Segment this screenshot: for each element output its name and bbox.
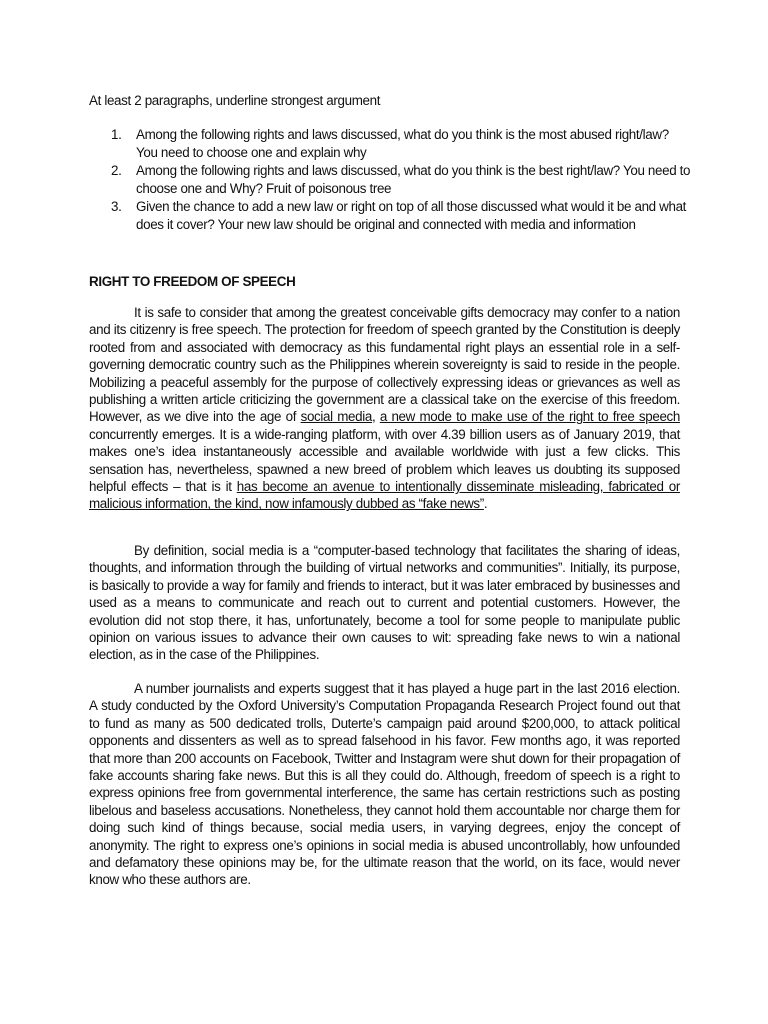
- question-number: 3.: [111, 199, 122, 214]
- question-item: [111, 126, 691, 162]
- underlined-new-mode: a new mode to make use of the right to free speech: [379, 409, 680, 425]
- paragraph-1: [89, 304, 680, 513]
- paragraph-1-text-b: ,: [371, 409, 380, 425]
- instructions-line: At least 2 paragraphs, underline strongest argument: [89, 93, 381, 108]
- question-item: [111, 162, 691, 198]
- underlined-social-media: social media: [300, 409, 372, 425]
- question-number: 2.: [111, 163, 122, 178]
- question-item: [111, 198, 691, 234]
- paragraph-3: A number journalists and experts suggest that it has played a huge part in the last 2016 election. A study conducted by the Oxford University’s Computation Propaganda Research Project found out that to fund as many as 500 dedicated trolls, Duterte’s campaign paid around $200,000, to attack political opponents and dissenters as well as to spread falsehood in his favor. Few months ago, it was reported that more than 200 accounts on Facebook, Twitter and Instagram were shut down for their propagation of fake accounts sharing fake news. But this is all they could do. Although, freedom of speech is a right to express opinions free from governmental interference, the same has certain restrictions such as posting libelous and baseless accusations. Nonetheless, they cannot hold them accountable nor charge them for doing such kind of things because, social media users, in varying degrees, enjoy the concept of anonymity. The right to express one’s opinions in social media is abused uncontrollably, how unfounded and defamatory these opinions may be, for the ultimate reason that the world, on its face, would never know who these authors are.: [89, 681, 680, 888]
- section-title: RIGHT TO FREEDOM OF SPEECH: [89, 274, 296, 289]
- paragraph-1-text-c: concurrently emerges. It is a wide-ranging platform, with over 4.39 billion users as of January 2019, that makes one’s idea instantaneously accessible and available worldwide with just a few clicks. This sensation has, nevertheless, spawned a new breed of problem which leaves us doubting its supposed helpful effects – that is it: [89, 426, 680, 495]
- underlined-strongest-argument: has become an avenue to intentionally disseminate misleading, fabricated or malicious information, the kind, now infamously dubbed as “fake news”: [89, 479, 680, 512]
- question-list: [111, 126, 691, 234]
- paragraph-1-text-d: .: [483, 496, 488, 512]
- question-text: Given the chance to add a new law or right on top of all those discussed what would it be and what does it cover? Your new law should be original and connected with media and information: [136, 199, 687, 232]
- question-text: Among the following rights and laws discussed, what do you think is the most abused right/law? You need to choose one and explain why: [136, 127, 669, 160]
- paragraph-1-text-a: It is safe to consider that among the greatest conceivable gifts democracy may confer to a nation and its citizenry is free speech. The protection for freedom of speech granted by the Constitution is deeply rooted from and associated with democracy as this fundamental right plays an essential role in a self-governing democratic country such as the Philippines wherein sovereignty is said to reside in the people. Mobilizing a peaceful assembly for the purpose of collectively expressing ideas or grievances as well as publishing a written article criticizing the government are a classical take on the exercise of this freedom. However, as we dive into the age of: [89, 305, 680, 425]
- question-text: Among the following rights and laws discussed, what do you think is the best right/law? You need to choose one and Why? Fruit of poisonous tree: [136, 163, 691, 196]
- question-number: 1.: [111, 127, 122, 142]
- paragraph-2: By definition, social media is a “computer-based technology that facilitates the sharing of ideas, thoughts, and information through the building of virtual networks and communities”. Initially, its purpose, is basically to provide a way for family and friends to interact, but it was later embraced by businesses and used as a means to communicate and reach out to current and potential customers. However, the evolution did not stop there, it has, unfortunately, become a tool for some people to manipulate public opinion on various issues to advance their own causes to wit: spreading fake news to win a national election, as in the case of the Philippines.: [89, 543, 680, 663]
